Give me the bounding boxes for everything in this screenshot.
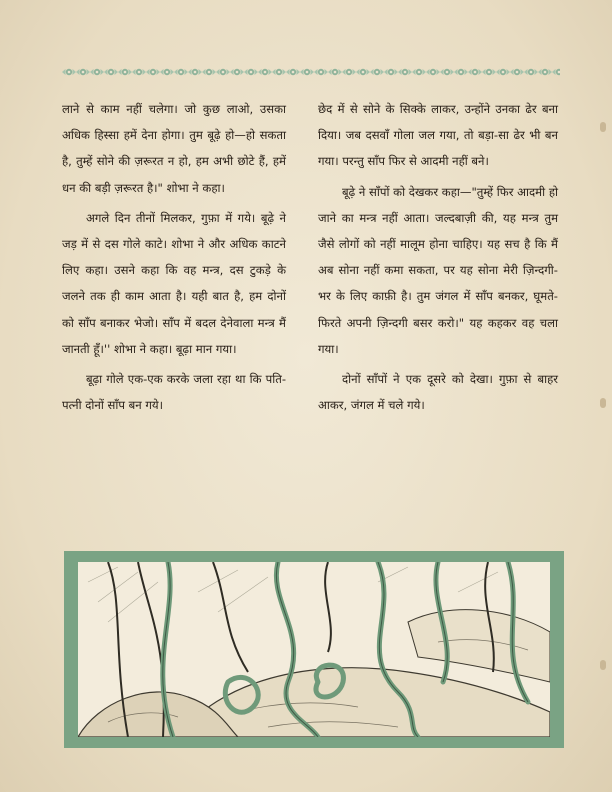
illustration-panel bbox=[78, 562, 550, 737]
paragraph: बूढ़ा गोले एक-एक करके जला रहा था कि पति-पत्नी दोनों साँप बन गये। bbox=[62, 372, 286, 413]
paragraph: बूढ़े ने साँपों को देखकर कहा—"तुम्हें फिर आदमी हो जाने का मन्त्र नहीं आता। जल्दबाज़ी की, यह मन्त्र तुम जैसे लोगों को नहीं मालूम होना चाहिए। यह सच है कि मैं अब सोना नहीं कमा सकता, पर यह सोना मेरी ज़िन्दगी-भर के लिए काफ़ी है। तुम जंगल में साँप बनकर, घूमते-फिरते अपनी ज़िन्दगी बसर करो।" यह कहकर वह चला गया। bbox=[318, 184, 558, 356]
paragraph: छेद में से सोने के सिक्के लाकर, उन्होंने उनका ढेर बना दिया। जब दसवाँ गोला जल गया, तो बड़ा-सा ढेर भी बन गया। परन्तु साँप फिर से आदमी नहीं बने। bbox=[318, 102, 558, 169]
page-edge-mark bbox=[600, 398, 606, 408]
ornament-pattern-icon bbox=[62, 65, 560, 79]
paragraph: दोनों साँपों ने एक दूसरे को देखा। गुफ़ा से बाहर आकर, जंगल में चले गये। bbox=[318, 372, 558, 413]
paragraph: लाने से काम नहीं चलेगा। जो कुछ लाओ, उसका अधिक हिस्सा हमें देना होगा। तुम बूढ़े हो—हो सकता है, तुम्हें सोने की ज़रूरत न हो, हम अभी छोटे हैं, हमें धन की बड़ी ज़रूरत है।" शोभा ने कहा। bbox=[62, 102, 286, 195]
page-edge-mark bbox=[600, 660, 606, 670]
decorative-border-top bbox=[62, 64, 560, 78]
paragraph: अगले दिन तीनों मिलकर, गुफ़ा में गये। बूढ़े ने जड़ में से दस गोले काटे। शोभा ने और अधिक काटने लिए कहा। उसने कहा कि वह मन्त्र, दस टुकड़े के जलने तक ही काम आता है। यही बात है, हम दोनों को साँप बनाकर भेजो। साँप में बदल देनेवाला मन्त्र मैं जानती हूँ।'' शोभा ने कहा। बूढ़ा मान गया। bbox=[62, 210, 286, 356]
left-text-column bbox=[62, 96, 286, 422]
page-edge-mark bbox=[600, 122, 606, 132]
right-text-column bbox=[318, 96, 558, 422]
illustration-frame bbox=[64, 551, 564, 748]
forest-cave-vines-icon bbox=[78, 562, 550, 737]
